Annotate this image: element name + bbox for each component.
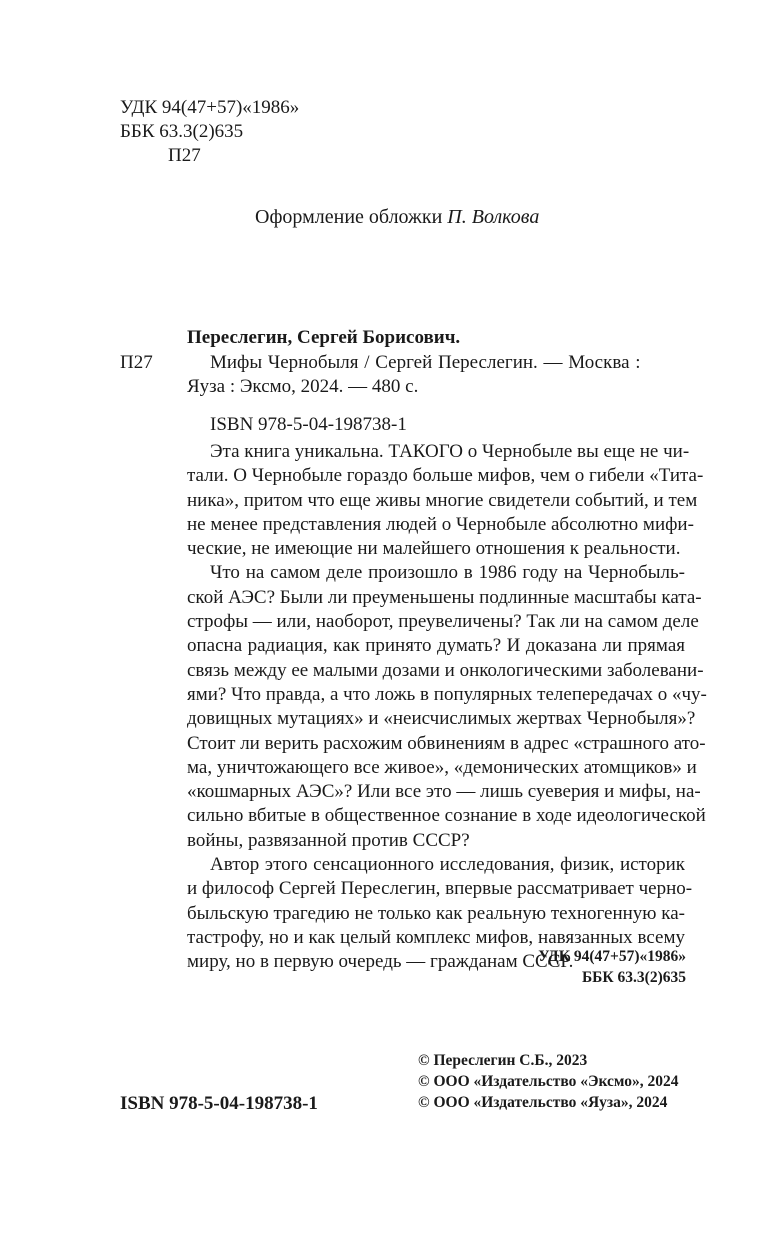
annotation-line: быльскую трагедию не только как реальную техногенную ка- [187,902,685,924]
copyright-block [418,1050,679,1113]
annotation-line: ями? Что правда, а что ложь в популярных телепередачах о «чу- [187,683,707,705]
annotation-line: опасна радиация, как принято думать? И доказана ли прямая [187,635,685,657]
bbk-code: ББК 63.3(2)635 [120,121,244,142]
annotation-line: Что на самом деле произошло в 1986 году на Чернобыль- [210,562,685,584]
annotation-line: Автор этого сенсационного исследования, физик, историк [210,854,685,876]
annotation-line: ма, уничтожающего все живое», «демонических атомщиков» и [187,756,697,778]
title-line-1: Мифы Чернобыля / Сергей Переслегин. — Москва : [210,352,641,373]
classification-codes-top [120,96,299,168]
author-heading: Переслегин, Сергей Борисович. [187,327,461,348]
annotation-line: строфы — или, наоборот, преувеличены? Так ли на самом деле [187,611,699,633]
annotation-line: ника», притом что еще живы многие свидетели событий, и тем [187,489,698,511]
annotation-line: Стоит ли верить расхожим обвинениям в адрес «страшного ато- [187,732,706,754]
annotation-line: связь между ее малыми дозами и онкологическими заболевани- [187,659,704,681]
title-line-2: Яуза : Эксмо, 2024. — 480 с. [187,376,419,397]
isbn-bottom: ISBN 978-5-04-198738-1 [120,1093,318,1114]
copyright-line: © ООО «Издательство «Эксмо», 2024 [418,1073,679,1090]
bbk-code-footer: ББК 63.3(2)635 [581,969,686,986]
copyright-line: © Переслегин С.Б., 2023 [418,1052,588,1069]
author-mark: П27 [168,145,201,166]
cover-design-credit [255,204,539,230]
annotation-line: тастрофу, но и как целый комплекс мифов, навязанных всему [187,926,685,948]
udk-code-footer: УДК 94(47+57)«1986» [538,948,686,965]
annotation-line: миру, но в первую очередь — гражданам СССР. [187,951,574,973]
annotation-line: сильно вбитые в общественное сознание в ходе идеологической [187,805,706,827]
classification-codes-footer [538,946,686,988]
annotation-line: тали. О Чернобыле гораздо больше мифов, чем о гибели «Тита- [187,465,704,487]
udk-code: УДК 94(47+57)«1986» [120,97,300,118]
author-mark-left: П27 [120,352,153,373]
cover-designer-name: П. Волкова [447,206,540,228]
annotation-line: довищных мутациях» и «неисчислимых жертвах Чернобыля»? [187,708,696,730]
annotation-line: и философ Сергей Переслегин, впервые рассматривает черно- [187,878,693,900]
annotation-line: ческие, не имеющие ни малейшего отношения к реальности. [187,538,681,560]
annotation-line: не менее представления людей о Чернобыле абсолютно мифи- [187,513,694,535]
annotation-line: «кошмарных АЭС»? Или все это — лишь суеверия и мифы, на- [187,781,701,803]
annotation-line: Эта книга уникальна. ТАКОГО о Чернобыле вы еще не чи- [210,441,690,462]
copyright-line: © ООО «Издательство «Яуза», 2024 [418,1094,668,1111]
annotation-text [187,440,707,975]
cover-design-label: Оформление обложки [255,206,443,228]
annotation-line: войны, развязанной против СССР? [187,829,470,851]
annotation-line: ской АЭС? Были ли преуменьшены подлинные масштабы ката- [187,586,702,608]
isbn-record: ISBN 978-5-04-198738-1 [210,414,407,435]
